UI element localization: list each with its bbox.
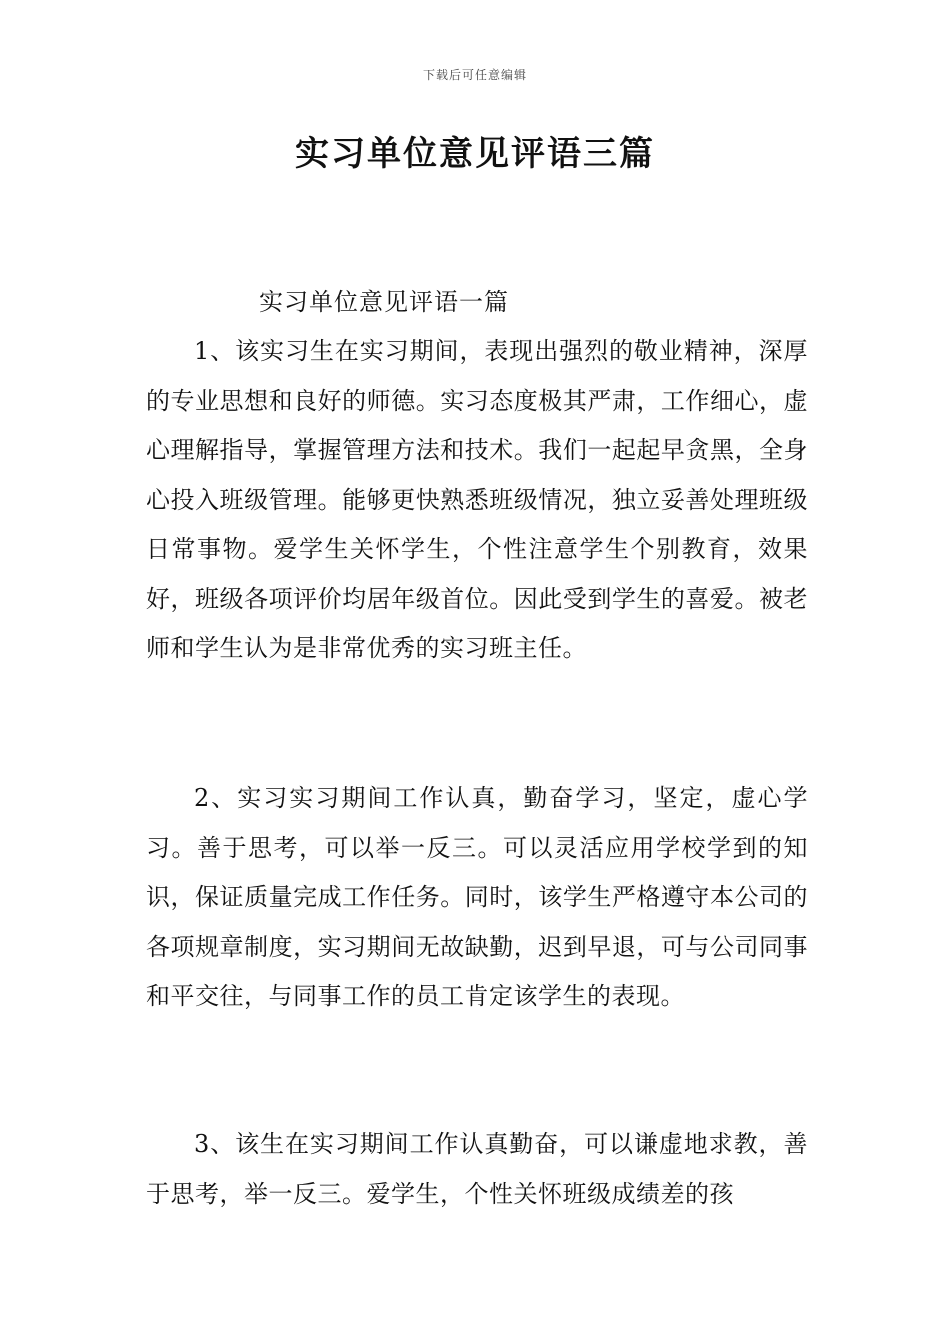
paragraph-2: 2、实习实习期间工作认真，勤奋学习，坚定，虚心学习。善于思考，可以举一反三。可以灵活应用学校学到的知识，保证质量完成工作任务。同时，该学生严格遵守本公司的各项规章制度，实习期间无故缺勤，迟到早退，可与公司同事和平交往，与同事工作的员工肯定该学生的表现。 (146, 784, 808, 1010)
section-heading: 实习单位意见评语一篇 (259, 288, 509, 316)
document-title: 实习单位意见评语三篇 (295, 134, 655, 174)
header-note: 下载后可任意编辑 (422, 68, 527, 82)
paragraph-3: 3、该生在实习期间工作认真勤奋，可以谦虚地求教，善于思考，举一反三。爱学生，个性关怀班级成绩差的孩 (146, 1130, 808, 1208)
paragraph-1: 1、该实习生在实习期间，表现出强烈的敬业精神，深厚的专业思想和良好的师德。实习态度极其严肃，工作细心，虚心理解指导，掌握管理方法和技术。我们一起起早贪黑，全身心投入班级管理。能够更快熟悉班级情况，独立妥善处理班级日常事物。爱学生关怀学生，个性注意学生个别教育，效果好，班级各项评价均居年级首位。因此受到学生的喜爱。被老师和学生认为是非常优秀的实习班主任。 (146, 337, 808, 662)
